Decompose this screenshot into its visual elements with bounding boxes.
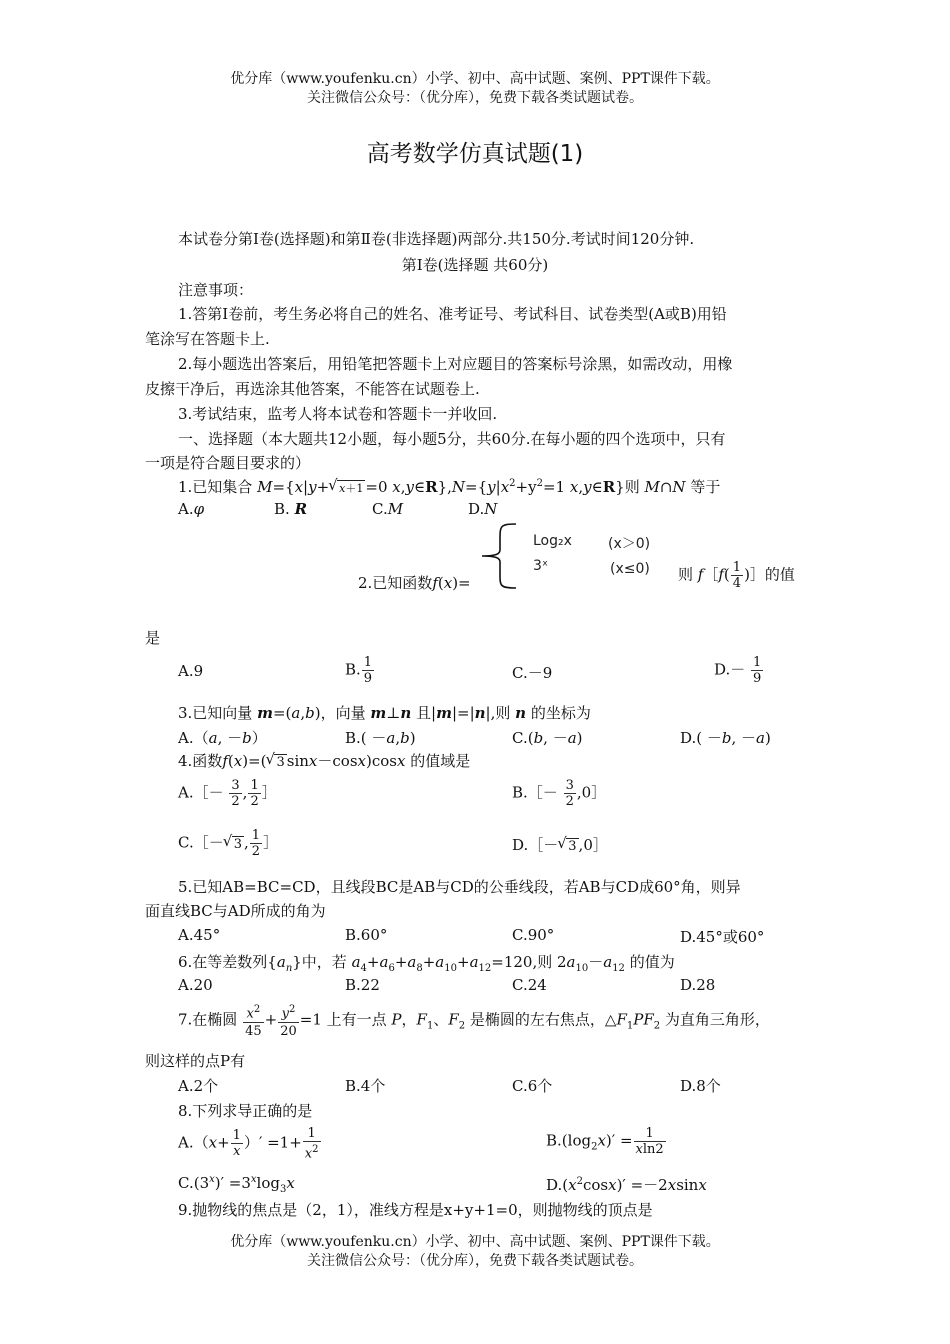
q6-option-d: D.28 <box>680 976 716 994</box>
question-2: 2.已知函数f(x)= <box>358 574 471 592</box>
intro-text: 本试卷分第Ⅰ卷(选择题)和第Ⅱ卷(非选择题)两部分.共150分.考试时间120分钟. <box>178 230 695 248</box>
piecewise-row1-cond: (x＞0) <box>608 536 651 552</box>
q2-option-d-den: 9 <box>753 671 762 686</box>
q1-option-c: C.M <box>372 500 404 518</box>
question-5: 5.已知AB=BC=CD，且线段BC是AB与CD的公垂线段，若AB与CD成60°角，则异 <box>178 878 741 896</box>
q4-option-c: C.［－√ 3 , $\frac{1}{2}$ ］ <box>178 828 278 859</box>
q1-option-a: A.φ <box>178 500 205 518</box>
q4-option-b: B.［－ $\frac{3}{2}$ ,0］ <box>512 778 607 809</box>
q2-prefix: 2.已知函数 <box>358 574 433 592</box>
q8-option-b: $B.(\log_2x)'$ = $\frac{1}{xln2}$ <box>546 1126 664 1157</box>
q2-option-a: A.9 <box>178 662 204 680</box>
footer-line-1: 优分库（www.youfenku.cn）小学、初中、高中试题、案例、PPT课件下载。 <box>230 1234 720 1250</box>
header-line-2: 关注微信公众号：（优分库），免费下载各类试题试卷。 <box>307 90 643 106</box>
part1-intro-cont: 一项是符合题目要求的） <box>145 454 311 472</box>
part1-intro: 一、选择题（本大题共12小题，每小题5分，共60分.在每小题的四个选项中，只有 <box>178 430 726 448</box>
q2-option-c: C.－9 <box>512 664 553 682</box>
question-7-cont: 则这样的点P有 <box>145 1052 246 1070</box>
page-title: 高考数学仿真试题(1) <box>366 141 584 167</box>
piecewise-row1-expr: Log₂x <box>533 533 572 549</box>
q7-option-b: B.4个 <box>345 1077 386 1095</box>
question-5-cont: 面直线BC与AD所成的角为 <box>145 902 326 920</box>
notice-item-2: 2.每小题选出答案后，用铅笔把答题卡上对应题目的答案标号涂黑，如需改动，用橡 <box>178 355 733 373</box>
q7-option-a: A.2个 <box>178 1077 219 1095</box>
q2-quarter-num: 1 <box>732 560 742 575</box>
piecewise-brace <box>478 522 518 590</box>
q2-option-b-label: B. <box>345 660 361 679</box>
q2-option-b <box>345 655 375 686</box>
notice-item-1: 1.答第Ⅰ卷前，考生务必将自己的姓名、准考证号、考试科目、试卷类型(A或B)用铅 <box>178 305 727 323</box>
q2-option-b-num: 1 <box>363 655 373 670</box>
q6-option-c: C.24 <box>512 976 547 994</box>
q7-option-c: C.6个 <box>512 1077 553 1095</box>
q4-suffix: 的值域是 <box>410 752 471 770</box>
q3-option-b: B.( －a,b) <box>345 729 416 747</box>
section-heading: 第Ⅰ卷(选择题 共60分) <box>401 256 549 274</box>
q4-prefix: 4.函数 <box>178 752 223 770</box>
q2-suffix: 的值 <box>764 565 795 584</box>
notice-item-2-cont: 皮擦干净后，再选涂其他答案，不能答在试题卷上. <box>145 380 480 398</box>
q4-option-d: D.［－√ 3 ,0］ <box>512 834 608 855</box>
q5-option-a: A.45° <box>178 926 221 944</box>
question-6: 6.在等差数列$\{a_n\}$中，若 $a_4+a_6+a_8+a_{10}+a_{12}=120$,则 $2a_{10}-a_{12}$ 的值为 <box>178 953 675 974</box>
q6-option-a: A.20 <box>178 976 213 994</box>
q3-option-c: C.(b, －a) <box>512 729 583 747</box>
q5-option-b: B.60° <box>345 926 388 944</box>
notice-heading: 注意事项： <box>178 281 254 299</box>
q3-option-d: D.( －b, －a) <box>680 729 771 747</box>
q2-option-b-den: 9 <box>363 671 373 686</box>
notice-item-3: 3.考试结束，监考人将本试卷和答题卡一并收回. <box>178 405 498 423</box>
q8-option-d: $D.(x^2\cos x)' =-2xsinx$ <box>546 1176 707 1194</box>
question-7: 7.在椭圆 $\frac{x^2}{45}$ + $\frac{y^2}{20}$ =1 上有一点 P，$F_1$、$F_2$ 是椭圆的左右焦点，$\triangle F_1PF_2$ 为直角三角形， <box>178 1001 770 1040</box>
q4-option-a: A.［－ $\frac{3}{2}$ , $\frac{1}{2}$ ］ <box>178 778 277 809</box>
q5-option-c: C.90° <box>512 926 555 944</box>
question-2-right: 则 f［f( $\frac{1}{4}$ )］的值 <box>678 560 795 591</box>
q8-option-c: $C.(3^x)' =3^x\log_3x$ <box>178 1174 295 1195</box>
question-2-tail: 是 <box>145 629 161 647</box>
notice-item-1-cont: 笔涂写在答题卡上. <box>145 330 270 348</box>
q3-option-a: A.（a, －b） <box>178 729 267 747</box>
question-4: 4.函数f(x)=(√ 3 sinx－cosx)cosx 的值域是 <box>178 750 470 771</box>
q6-option-b: B.22 <box>345 976 380 994</box>
footer-line-2: 关注微信公众号：（优分库），免费下载各类试题试卷。 <box>307 1253 643 1269</box>
q2-quarter-den: 4 <box>732 576 742 591</box>
q5-option-d: D.45°或60° <box>680 928 765 946</box>
q1-option-d: D.N <box>468 500 498 518</box>
question-1: 1.已知集合 M={x|y+√ x＋1 =0 $x,y\in R\},N=\{y|x^2+y^2=1$ x,y∈R}则 M∩N 等于 <box>178 476 720 497</box>
q7-option-d: D.8个 <box>680 1077 721 1095</box>
q1-option-b: B. R <box>274 500 308 518</box>
question-8: 8.下列求导正确的是 <box>178 1102 313 1120</box>
q2-option-d <box>714 655 764 686</box>
piecewise-row2-cond: (x≤0) <box>610 561 650 577</box>
q2-option-d-label: D.－ <box>714 660 746 679</box>
header-line-1: 优分库（www.youfenku.cn）小学、初中、高中试题、案例、PPT课件下载。 <box>230 71 720 87</box>
question-9: 9.抛物线的焦点是（2，1），准线方程是x+y+1=0，则抛物线的顶点是 <box>178 1201 653 1219</box>
q8-option-a: A.（x+ $\frac{1}{x}$ ）′ =1+ $\frac{1}{x^2}$ <box>178 1126 319 1162</box>
piecewise-row2-expr: 3ˣ <box>533 558 549 574</box>
question-3: 3.已知向量 m=(a,b)，向量 m⊥n 且|m|=|n|,则 n 的坐标为 <box>178 704 591 722</box>
q2-option-d-num: 1 <box>753 655 762 670</box>
